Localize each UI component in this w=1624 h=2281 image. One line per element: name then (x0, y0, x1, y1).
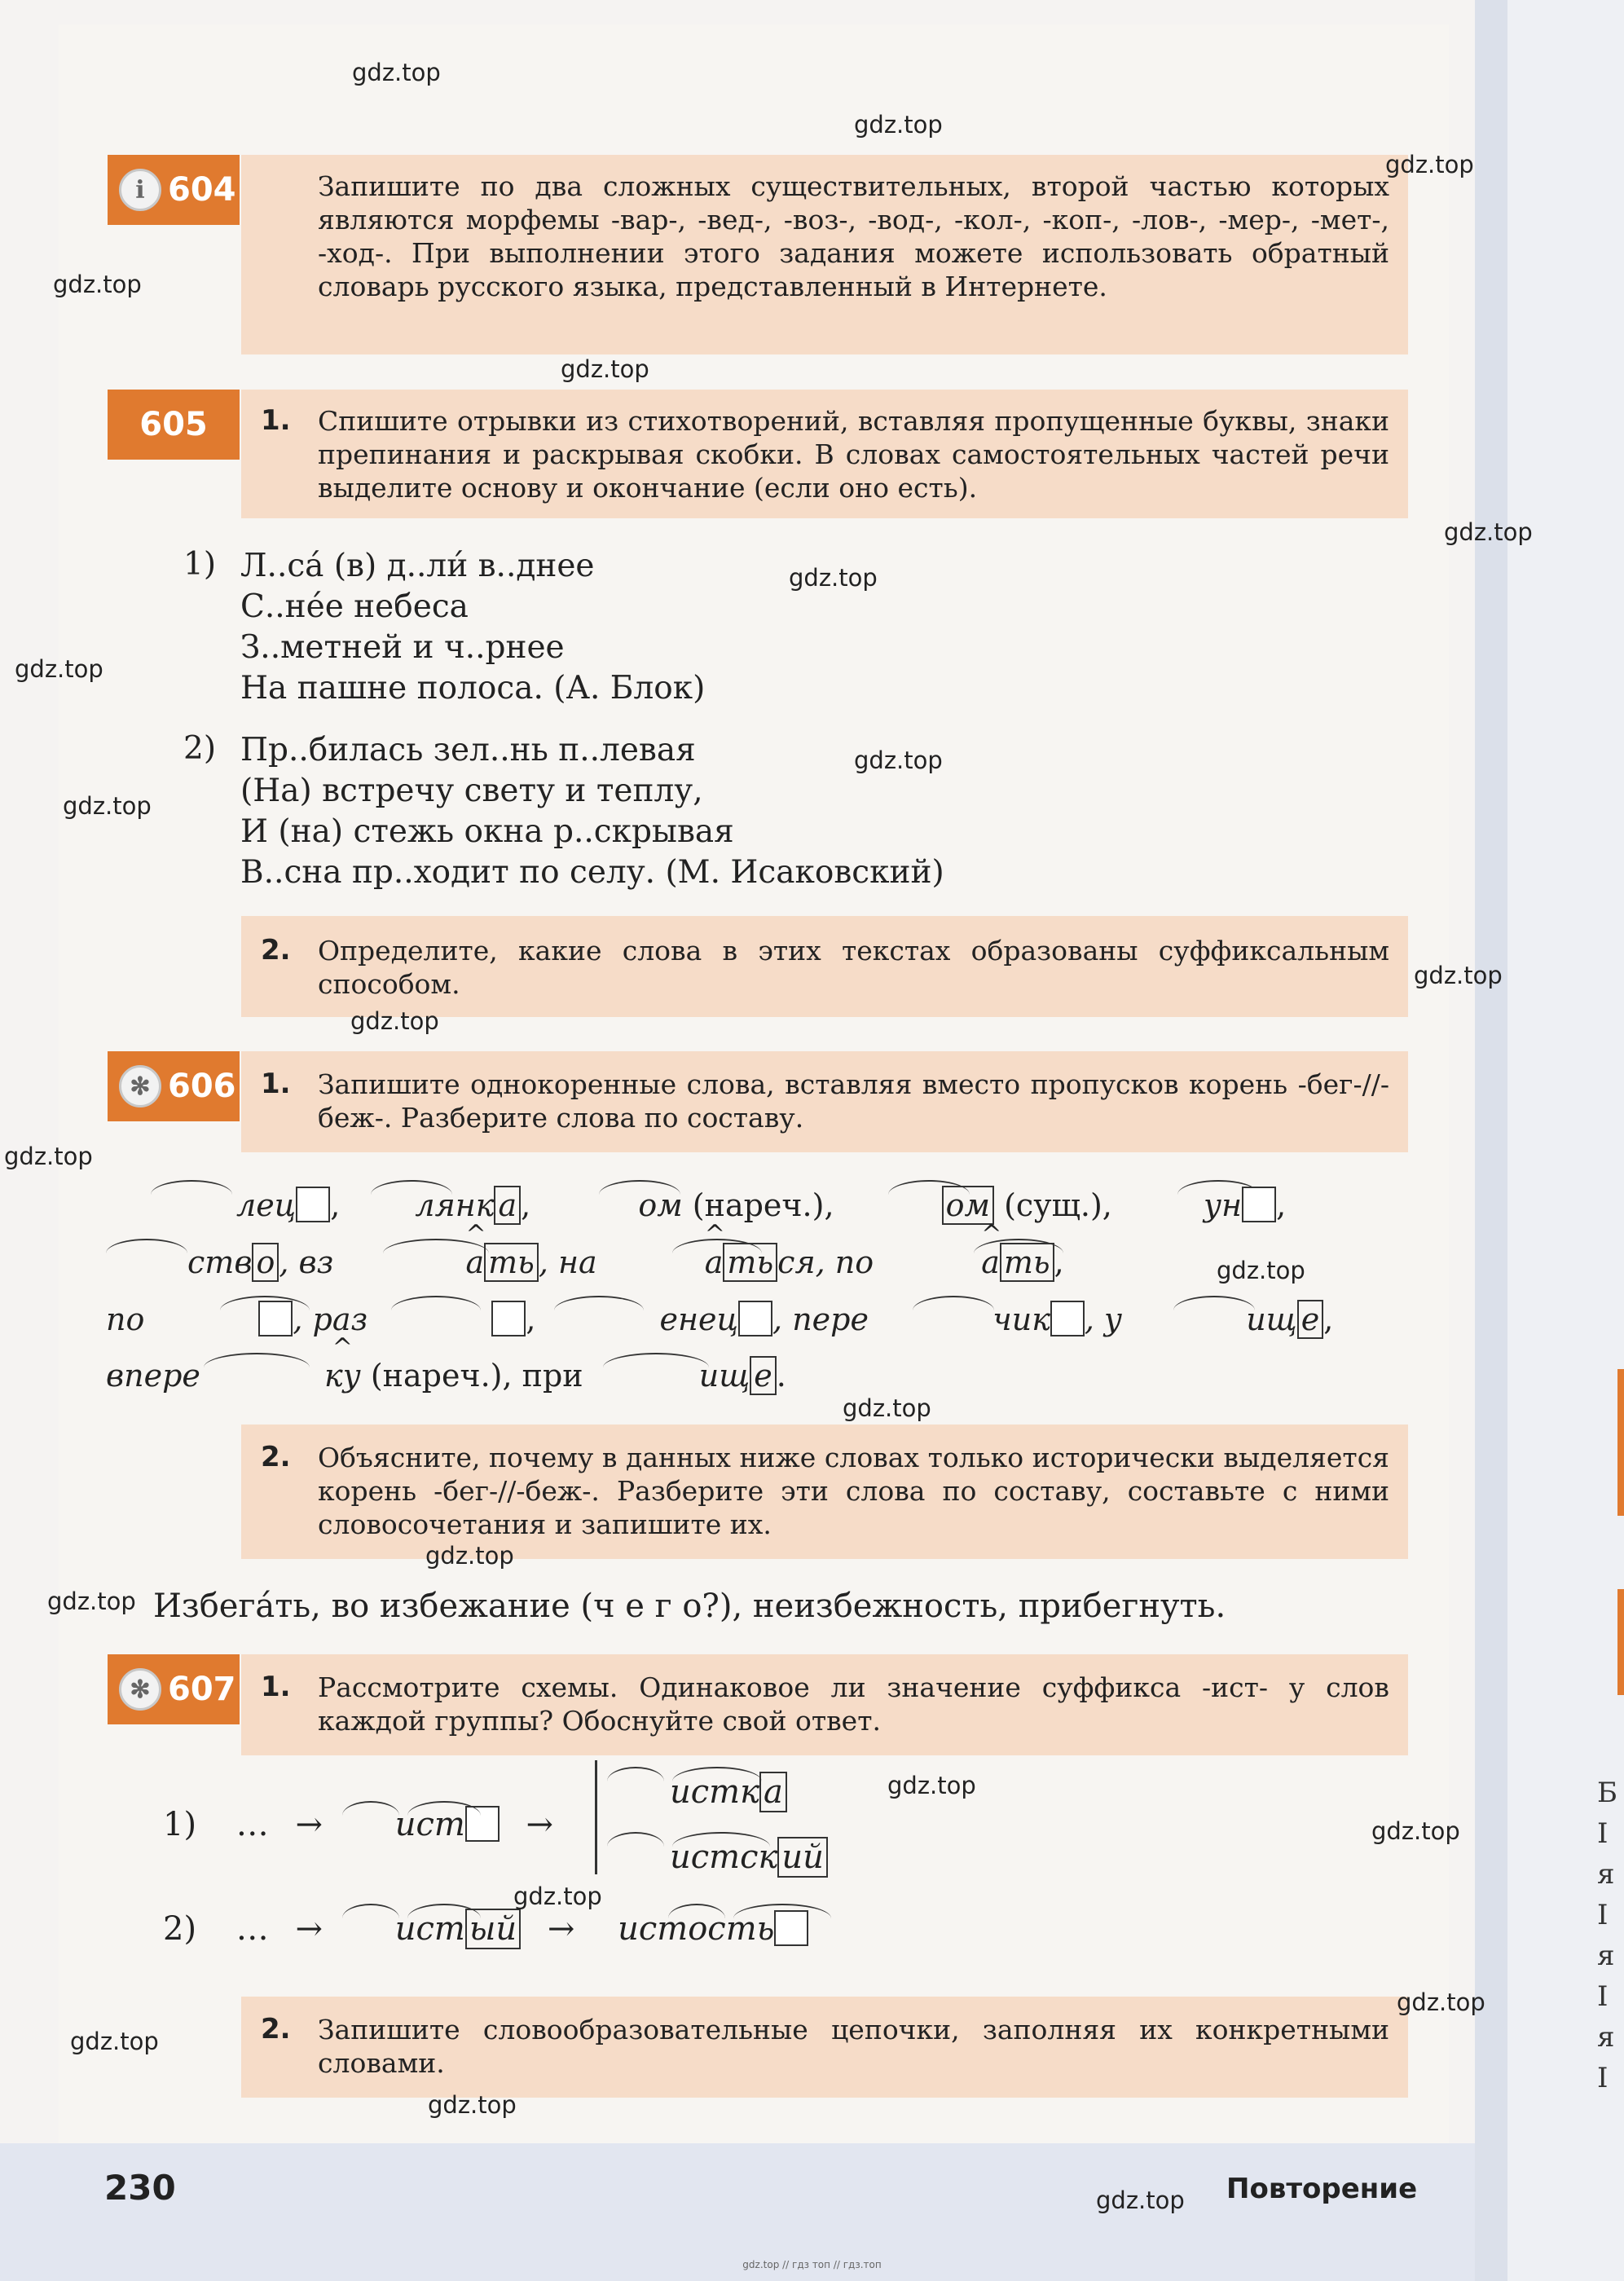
task-605-part1-number: 1. (261, 404, 291, 437)
arrow-icon: → (295, 1910, 323, 1948)
ending-box: о (252, 1243, 279, 1282)
ending-box: е (750, 1356, 777, 1395)
next-page-tab-2 (1617, 1589, 1624, 1695)
watermark: gdz.top (843, 1394, 931, 1422)
empty-box (491, 1301, 526, 1336)
watermark: gdz.top (70, 2028, 159, 2055)
empty-box (1242, 1187, 1276, 1222)
task-607-part2-number: 2. (261, 2013, 291, 2045)
empty-box (738, 1301, 772, 1336)
watermark: gdz.top (561, 355, 649, 383)
arrow-icon: → (526, 1806, 554, 1843)
watermark: gdz.top (428, 2091, 517, 2119)
word-part: , (521, 1187, 531, 1223)
watermark: gdz.top (1385, 151, 1474, 178)
word-part: (сущ.), (1004, 1187, 1112, 1223)
next-page-letters: Б I я I я I я I (1597, 1777, 1617, 2094)
word-part: , (1323, 1301, 1334, 1337)
verse-2-number: 2) (183, 730, 217, 767)
suffix-word: истость (618, 1910, 775, 1948)
watermark: gdz.top (854, 746, 943, 774)
task-606-number: ✻ 606 (108, 1051, 240, 1121)
verse-1 (240, 546, 705, 709)
watermark: gdz.top (1414, 962, 1503, 989)
task-605-part2-text: Определите, какие слова в этих текстах образованы суффиксальным способом. (318, 935, 1389, 1000)
verse-2-line: В..сна пр..ходит по селу. (М. Исаковский) (240, 854, 944, 891)
word-part: , у (1084, 1301, 1123, 1337)
ending-box: е (1297, 1300, 1324, 1339)
word-part: , (1276, 1187, 1287, 1223)
verse-2-line: Пр..билась зел..нь п..левая (240, 732, 696, 768)
section-title: Повторение (1226, 2173, 1418, 2205)
word-row-4 (106, 1358, 786, 1394)
bracket-line (595, 1760, 597, 1874)
word-part: ун (1203, 1187, 1243, 1223)
word-part: , (526, 1301, 536, 1337)
ending-box: ий (777, 1837, 828, 1878)
word-part: по (106, 1301, 145, 1337)
word-part: лянк (415, 1187, 495, 1223)
watermark: gdz.top (53, 271, 142, 298)
verse-2-line: (На) встречу свету и теплу, (240, 773, 703, 809)
word-part: (нареч.), при (370, 1358, 583, 1394)
word-part: енец (659, 1301, 739, 1337)
word-part: , вз (279, 1244, 334, 1280)
word-part: ся (777, 1244, 816, 1280)
word-part: , на (538, 1244, 597, 1280)
ending-box: ть (484, 1243, 539, 1282)
watermark: gdz.top (1397, 1988, 1485, 2016)
watermark: gdz.top (1444, 518, 1533, 546)
star-icon: ✻ (119, 1668, 161, 1711)
word-part: , по (815, 1244, 874, 1280)
page-number: 230 (104, 2168, 176, 2208)
verse-1-line: С..не́е небеса (240, 588, 469, 625)
verse-1-line: На пашне полоса. (А. Блок) (240, 670, 706, 707)
bottom-note: gdz.top // гдз топ // гдз.топ (742, 2259, 882, 2270)
verse-2-line: И (на) стежь окна р..скрывая (240, 813, 734, 850)
suffix-word: истск (670, 1838, 778, 1876)
suffix-mark: ^ а (705, 1244, 724, 1280)
ending-box: а (494, 1186, 521, 1225)
star-icon: ✻ (119, 1065, 161, 1107)
task-606-part2-text: Объясните, почему в данных ниже словах только исторически выделяется корень -бег-//-беж-. Разберите эти слова по составу, составьте с ними словосочетания и запишите их. (318, 1442, 1389, 1540)
suffix-mark: ^ а (981, 1244, 1000, 1280)
ending-box: а (759, 1772, 787, 1812)
word-part: , раз (293, 1301, 368, 1337)
word-row-1 (106, 1187, 1286, 1223)
task-607-number: ✻ 607 (108, 1654, 240, 1724)
word-part: ищ (1246, 1301, 1297, 1337)
word-part: ств (187, 1244, 253, 1280)
suffix-word: ист (394, 1806, 465, 1843)
task-604-number: i 604 (108, 155, 240, 225)
watermark: gdz.top (887, 1772, 976, 1799)
verse-2 (240, 730, 944, 893)
task-605-number: 605 (108, 390, 240, 460)
watermark: gdz.top (513, 1882, 602, 1910)
word-part: . (776, 1358, 786, 1394)
watermark: gdz.top (352, 59, 441, 86)
watermark: gdz.top (789, 564, 878, 592)
watermark: gdz.top (1096, 2186, 1185, 2214)
suffix-mark: ^ а (465, 1244, 484, 1280)
watermark: gdz.top (1217, 1257, 1305, 1284)
empty-box (258, 1301, 293, 1336)
verse-1-number: 1) (183, 546, 217, 583)
ending-box: ый (465, 1909, 521, 1949)
verse-1-line: З..метней и ч..рнее (240, 629, 565, 666)
arrow-icon: → (295, 1806, 323, 1843)
arrow-icon: → (547, 1910, 575, 1948)
scheme-1b (670, 1838, 828, 1876)
ending-box: ть (723, 1243, 777, 1282)
task-607-part1-number: 1. (261, 1671, 291, 1703)
scheme-2-number: 2) (163, 1910, 197, 1948)
watermark: gdz.top (47, 1587, 136, 1615)
word-part: ом (638, 1187, 683, 1223)
empty-box (296, 1187, 330, 1222)
word-part: впере (106, 1358, 200, 1394)
ending-box: ть (1000, 1243, 1054, 1282)
empty-box (1050, 1301, 1085, 1336)
empty-box (774, 1910, 808, 1946)
word-part: , (330, 1187, 341, 1223)
word-part: чик (992, 1301, 1050, 1337)
watermark: gdz.top (350, 1007, 439, 1035)
task-605-part2-number: 2. (261, 934, 291, 967)
suffix-word: ист (394, 1910, 465, 1948)
task-605-part1-text: Спишите отрывки из стихотворений, вставляя пропущенные буквы, знаки препинания и раскрывая скобки. В словах самостоятельных частей речи выделите основу и окончание (если оно есть). (318, 405, 1389, 504)
word-part: ищ (698, 1358, 750, 1394)
word-row-2 (106, 1244, 1064, 1280)
task-607-part2-text: Запишите словообразовательные цепочки, заполняя их конкретными словами. (318, 2014, 1389, 2079)
word-part: лец (236, 1187, 297, 1223)
next-page-tab (1617, 1369, 1624, 1516)
word-row-3 (106, 1301, 1333, 1337)
scheme-dots: … (235, 1806, 269, 1843)
task-606-part2-number: 2. (261, 1441, 291, 1473)
suffix-mark: ^ ку (324, 1358, 361, 1394)
scheme-1-number: 1) (163, 1806, 197, 1843)
suffix-word: истк (670, 1773, 759, 1811)
word-part: , (1054, 1244, 1064, 1280)
word-part: , пере (772, 1301, 869, 1337)
ending-box: ом (942, 1186, 994, 1225)
watermark: gdz.top (425, 1542, 514, 1570)
info-icon: i (119, 169, 161, 211)
scheme-dots: … (235, 1910, 269, 1948)
watermark: gdz.top (854, 111, 943, 139)
task-606-part1-text: Запишите однокоренные слова, вставляя вместо пропусков корень -бег-//-беж-. Разберите слова по составу. (318, 1068, 1389, 1134)
verse-1-line: Л..са́ (в) д..ли́ в..днее (240, 548, 595, 584)
watermark: gdz.top (4, 1143, 93, 1170)
scheme-2 (163, 1910, 808, 1948)
watermark: gdz.top (1371, 1817, 1460, 1845)
historical-words-line: Избега́ть, во избежание (ч е г о?), неизбежность, прибегнуть. (153, 1587, 1226, 1625)
watermark: gdz.top (15, 655, 103, 683)
task-607-part1-text: Рассмотрите схемы. Одинаковое ли значение суффикса -ист- у слов каждой группы? Обоснуйте свой ответ. (318, 1671, 1389, 1737)
task-606-part1-number: 1. (261, 1068, 291, 1100)
watermark: gdz.top (63, 792, 152, 820)
task-604-text: Запишите по два сложных существительных, второй частью которых являются морфемы -вар-, -вед-, -воз-, -вод-, -кол-, -коп-, -лов-, -мер-, -мет-, -ход-. При выполнении этого задания можете использовать обратный словарь русского языка, представленный в Интернете. (318, 170, 1389, 302)
word-part: (нареч.), (692, 1187, 834, 1223)
scheme-1a (670, 1773, 787, 1811)
